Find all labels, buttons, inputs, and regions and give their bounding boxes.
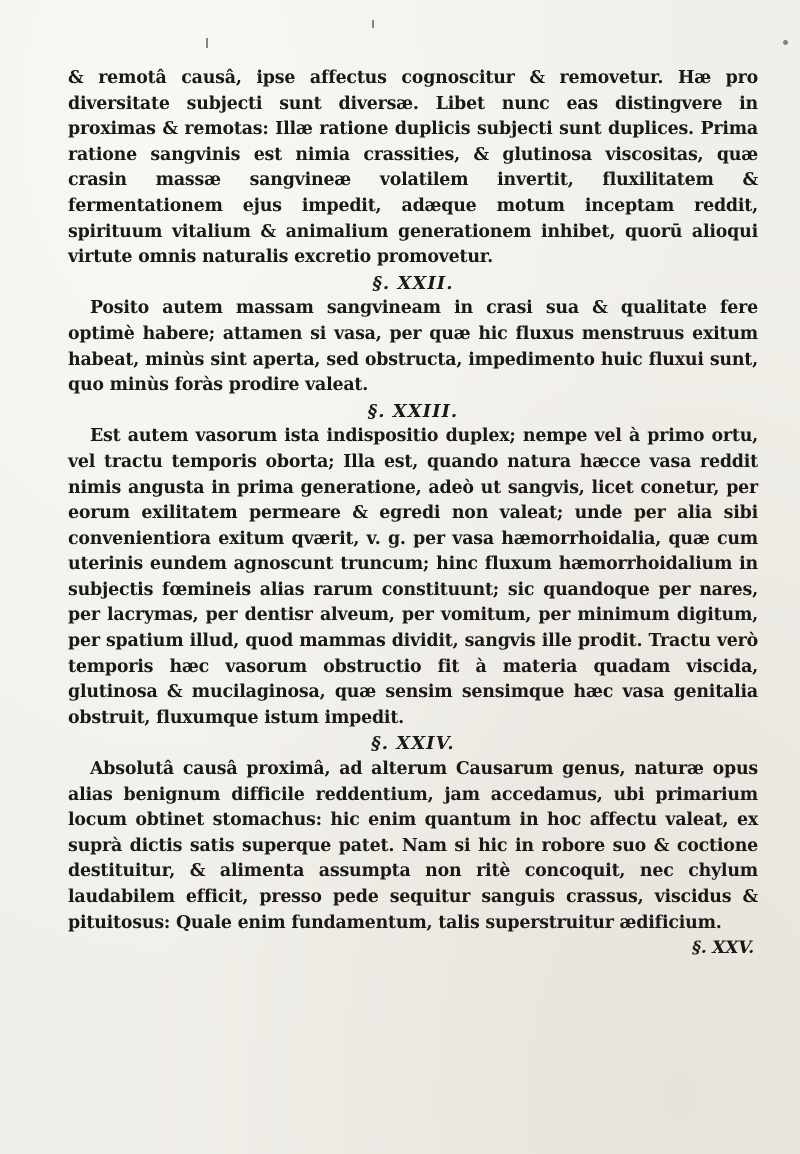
margin-tick-mark [206, 38, 208, 48]
paragraph-massa-sangvinea: Posito autem massam sangvineam in crasi sua & qualitate fere optimè habere; attamen si vasa, per quæ hic fluxus menstruus exitum habeat, minùs sint aperta, sed obstructa, impedimento huic fluxui sunt, quo minùs foràs prodire valeat. [68, 298, 758, 396]
paragraph-stomachus: Absolutâ causâ proximâ, ad alterum Causarum genus, naturæ opus alias benignum difficile reddentium, jam accedamus, ubi primarium locum obtinet stomachus: hic enim quantum in hoc affectu valeat, ex suprà dictis satis superque patet. Nam si hic in robore suo & coctione destituitur, & alimenta assumpta non ritè concoquit, nec chylum laudabilem efficit, presso pede sequitur sanguis crassus, viscidus & pituitosus: Quale enim fundamentum, talis superstruitur ædificium. [68, 759, 758, 933]
catchword: §. XXV. [692, 938, 754, 959]
margin-tick-mark [372, 20, 374, 28]
section-heading-24: §. XXIV. [371, 733, 455, 755]
page-text-block [68, 66, 758, 962]
margin-dot-mark [783, 40, 788, 45]
section-heading-22: §. XXII. [372, 272, 454, 294]
paragraph-vasorum-indispositio: Est autem vasorum ista indispositio duplex; nempe vel à primo ortu, vel tractu temporis oborta; Illa est, quando natura hæcce vasa reddit nimis angusta in prima generatione, adeò ut sangvis, licet conetur, per eorum exilitatem permeare & egredi non valeat; unde per alia sibi convenientiora exitum qværit, v. g. per vasa hæmorrhoidalia, quæ cum uterinis eundem agnoscunt truncum; hinc fluxum hæmorrhoidalium in subjectis fœmineis alias rarum constituunt; sic quandoque per nares, per lacrymas, per dentisr alveum, per vomitum, per minimum digitum, per spatium illud, quod mammas dividit, sangvis ille prodit. Tractu verò temporis hæc vasorum obstructio fit à materia quadam viscida, glutinosa & mucilaginosa, quæ sensim sensimque hæc vasa genitalia obstruit, fluxumque istum impedit. [68, 426, 758, 728]
section-heading-23: §. XXIII. [367, 400, 459, 422]
paragraph-causes: & remotâ causâ, ipse affectus cognoscitur & removetur. Hæ pro diversitate subjecti sunt diversæ. Libet nunc eas distingvere in proximas & remotas: Illæ ratione duplicis subjecti sunt duplices. Prima ratione sangvinis est nimia crassities, & glutinosa viscositas, quæ crasin massæ sangvineæ volatilem invertit, fluxilitatem & fermentationem ejus impedit, adæque motum inceptam reddit, spirituum vitalium & animalium generationem inhibet, quorū alioqui virtute omnis naturalis excretio promovetur. [68, 68, 758, 268]
